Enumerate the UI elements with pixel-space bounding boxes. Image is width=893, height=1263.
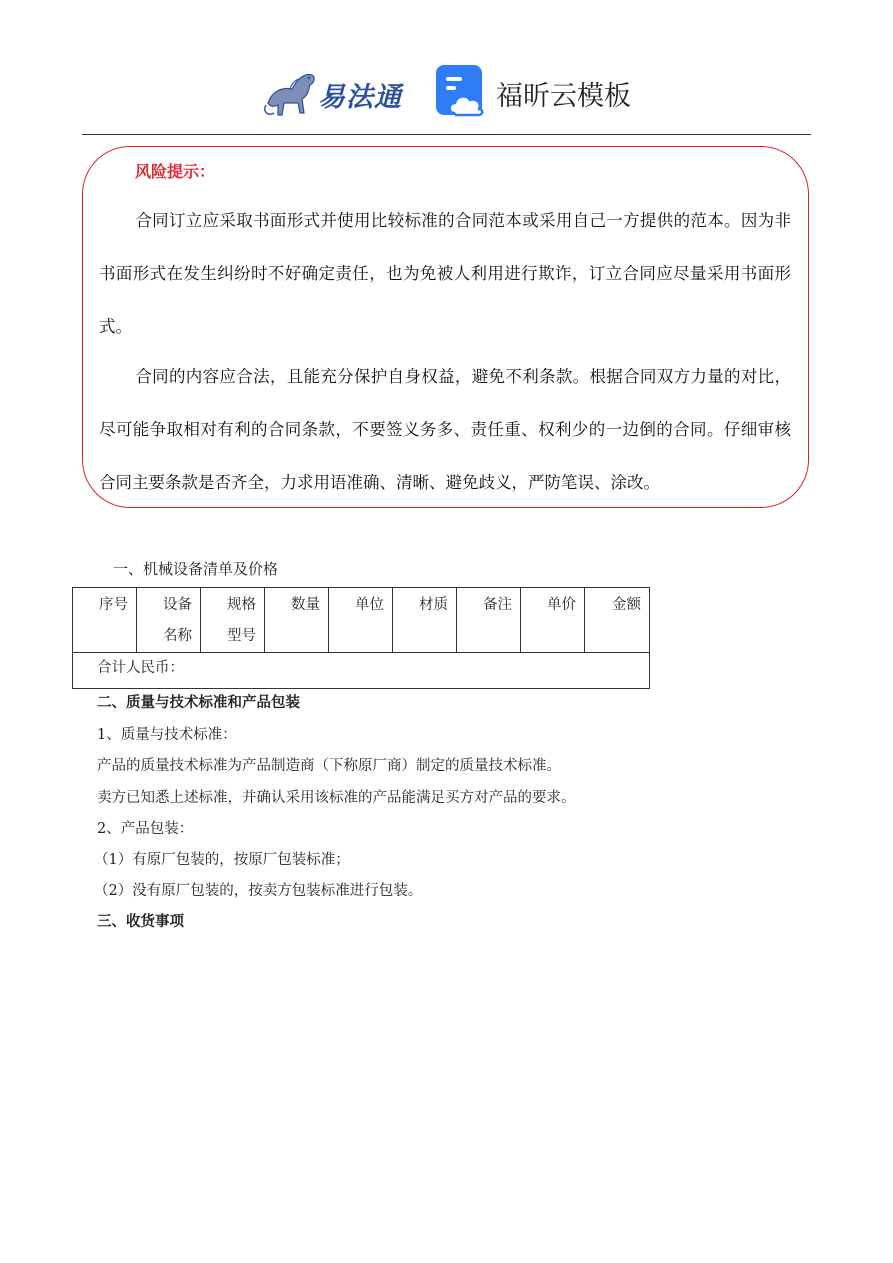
risk-paragraph-2 (99, 350, 791, 509)
header-unit-price-label: 单价 (547, 597, 576, 613)
section-2-item-1: （1）有原厂包装的，按原厂包装标准； (94, 852, 350, 868)
header-spec-label-2: 型号 (227, 628, 256, 644)
header (0, 60, 893, 122)
header-cell-equipment-name (137, 588, 201, 653)
yifatong-logo (262, 63, 412, 119)
risk-paragraph-2-text: 合同的内容应合法，且能充分保护自身权益，避免不利条款。根据合同双方力量的对比，尽可能争取相对有利的合同条款，不要签义务多、责任重、权利少的一边倒的合同。仔细审核合同主要条款是否齐全，力求用语准确、清晰、避免歧义，严防笔误、涂改。 (99, 367, 791, 492)
header-unit-label: 单位 (355, 597, 384, 613)
header-equipment-label-1: 设备 (163, 597, 192, 613)
header-equipment-label-2: 名称 (163, 628, 192, 644)
section-2-sub-2: 2、产品包装： (97, 821, 194, 837)
table-header-row (73, 588, 650, 653)
header-cell-unit (329, 588, 393, 653)
risk-title: 风险提示： (135, 162, 216, 181)
header-material-label: 材质 (419, 597, 448, 613)
section-2-line-1: 产品的质量技术标准为产品制造商（下称原厂商）制定的质量技术标准。 (97, 758, 561, 774)
header-amount-label: 金额 (612, 597, 641, 613)
section-2-sub-1: 1、质量与技术标准： (97, 727, 237, 743)
risk-paragraph-1-text: 合同订立应采取书面形式并使用比较标准的合同范本或采用自己一方提供的范本。因为非书面形式在发生纠纷时不好确定责任，也为免被人利用进行欺诈，订立合同应尽量采用书面形式。 (99, 211, 791, 336)
header-cell-amount (585, 588, 650, 653)
header-quantity-label: 数量 (291, 597, 320, 613)
section-3-title: 三、收货事项 (97, 913, 184, 930)
fuxin-logo-text: 福昕云模板 (496, 81, 631, 112)
section-1-title: 一、机械设备清单及价格 (113, 560, 279, 578)
total-rmb-cell: 合计人民币： (73, 653, 650, 689)
equipment-table (72, 587, 650, 689)
header-cell-material (393, 588, 457, 653)
header-cell-remarks (457, 588, 521, 653)
risk-paragraph-1 (99, 194, 791, 353)
section-2-title: 二、质量与技术标准和产品包装 (97, 694, 300, 711)
table-total-row (73, 653, 650, 689)
section-2-item-2: （2）没有原厂包装的，按卖方包装标准进行包装。 (94, 883, 423, 899)
header-cell-index (73, 588, 137, 653)
qilin-horse-icon (262, 63, 322, 119)
header-spec-label-1: 规格 (227, 597, 256, 613)
section-2-line-2: 卖方已知悉上述标准，并确认采用该标准的产品能满足买方对产品的要求。 (97, 790, 576, 806)
header-cell-unit-price (521, 588, 585, 653)
risk-warning-box (82, 146, 809, 508)
header-cell-spec-model (201, 588, 265, 653)
header-cell-quantity (265, 588, 329, 653)
header-divider (82, 134, 811, 135)
header-remarks-label: 备注 (483, 597, 512, 613)
yifatong-logo-text: 易法通 (318, 82, 402, 113)
header-index-label: 序号 (99, 597, 128, 613)
fuxin-cloud-icon (436, 65, 488, 117)
